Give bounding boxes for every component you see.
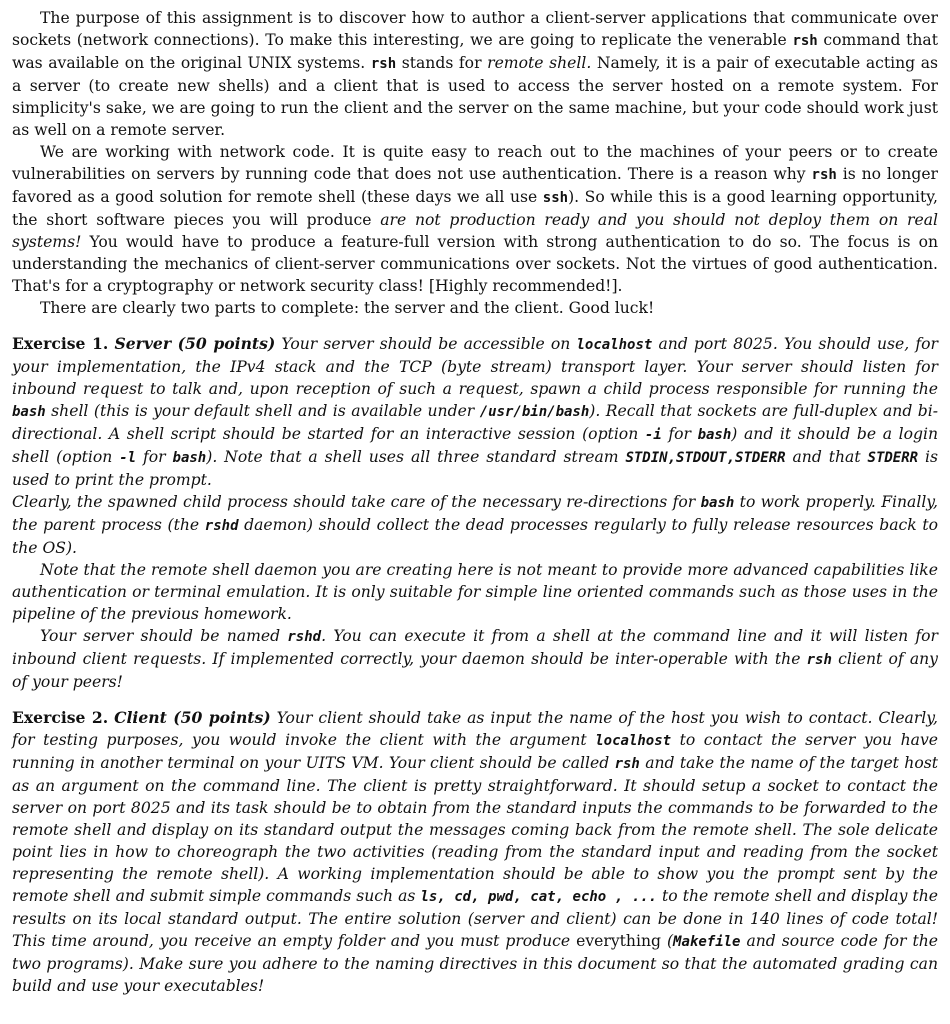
exercise-2-paragraph-1 — [12, 707, 938, 997]
text: Your client should take as input the name of the host you wish to contact. Clearly, for testing purposes, you would invoke the client with the argument — [12, 709, 938, 749]
code-bash: bash — [12, 404, 46, 420]
text: . You can execute it from a shell at the command line and it will listen for inbound client requests. If implemented correctly, your daemon should be inter-operable with the — [12, 627, 938, 668]
exercise-1-paragraph-1 — [12, 333, 938, 491]
exercise-1-title: Server (50 points) — [114, 334, 276, 353]
exercise-1-label: Exercise 1. — [12, 334, 109, 353]
code-makefile: Makefile — [673, 934, 741, 950]
code-rsh: rsh — [370, 56, 397, 72]
text: and take the name of the target host as an argument on the command line. The client is pretty straightforward. It should setup a socket to contact the server on port 8025 and its task should be to obtain from the standard inputs the commands to be forwarded to the remote shell and display on its standard output the messages coming back from the remote shell. The sole delicate point lies in how to choreograph the two activities (reading from the standard input and reading from the socket representing the remote shell). A working implementation should be able to show you the prompt sent by the remote shell and submit simple commands such as — [12, 754, 938, 905]
exercise-2-label: Exercise 2. — [12, 708, 109, 727]
code-ssh: ssh — [542, 190, 569, 206]
text: to work properly. Finally, the parent process (the — [12, 493, 939, 534]
exercise-1-paragraph-3: Note that the remote shell daemon you are creating here is not meant to provide more advanced capabilities like authentication or terminal emulation. It is only suitable for simple line oriented commands such as those uses in the pipeline of the previous homework. — [12, 561, 938, 623]
exercise-1-paragraph-2 — [12, 491, 938, 559]
code-bash: bash — [700, 495, 735, 511]
code-localhost: localhost — [576, 337, 653, 353]
code-command-list: ls, cd, pwd, cat, echo , ... — [420, 889, 657, 905]
text: Your server should be accessible on — [275, 335, 577, 353]
code-rshd: rshd — [204, 518, 239, 534]
text-upright: everything — [576, 932, 661, 950]
text: stands for — [396, 54, 488, 72]
text: and port 8025. You should use, for your implementation, the IPv4 stack and the TCP (byte stream) transport layer. Your server should listen for inbound request to talk and, upon reception of such a request, spawn a child process responsible for running the — [12, 335, 938, 398]
text: for — [661, 425, 698, 443]
code-rsh: rsh — [792, 33, 818, 49]
spacer — [12, 693, 938, 707]
intro-paragraph-2 — [12, 141, 938, 297]
text: ( — [660, 932, 674, 950]
text: ) and it should be a login shell (option — [12, 425, 938, 466]
text: command that was available on the original UNIX systems. — [12, 31, 938, 72]
code-rsh: rsh — [614, 756, 640, 772]
code-stderr: STDERR — [867, 450, 919, 466]
text: Namely, it is a pair of executable acting as a server (to create new shells) and a client that is used to access the server hosted on a remote system. For simplicity's sake, we are going to run the client and the server on the same machine, but your code should work just as well on a remote server. — [12, 54, 939, 139]
code-rsh: rsh — [806, 652, 832, 668]
text: ). Recall that sockets are full-duplex and bi-directional. A shell script should be started for an interactive session (option — [12, 402, 938, 443]
exercise-2-title: Client (50 points) — [114, 708, 271, 727]
intro-paragraph-3: There are clearly two parts to complete: the server and the client. Good luck! — [40, 299, 655, 317]
emphasis: remote shell. — [487, 54, 592, 72]
text: We are working with network code. It is quite easy to reach out to the machines of your peers or to create vulnerabilities on servers by running code that does not use authentication. There is a reason why — [12, 143, 938, 183]
text: You would have to produce a feature-full version with strong authentication to do so. The focus is on understanding the mechanics of client-server communications over sockets. Not the virtues of good authentication. That's for a cryptography or network security class! [Highly recommended!]. — [12, 233, 938, 295]
code-bash: bash — [172, 450, 207, 466]
spacer — [12, 319, 938, 333]
intro-paragraph-1 — [12, 7, 938, 141]
text: daemon) should collect the dead processes regularly to fully release resources back to the OS). — [12, 516, 938, 557]
code-bash-path: /usr/bin/bash — [479, 404, 590, 420]
text: ). Note that a shell uses all three standard stream — [206, 448, 626, 466]
code-option-l: -l — [119, 450, 137, 466]
code-rsh: rsh — [811, 167, 837, 183]
code-localhost: localhost — [595, 733, 672, 749]
code-std-streams: STDIN,STDOUT,STDERR — [625, 450, 786, 466]
text: is no longer favored as a good solution for remote shell (these days we all use — [12, 165, 939, 206]
text: shell (this is your default shell and is available under — [45, 402, 480, 420]
text: client of any of your peers! — [12, 650, 938, 691]
text: is used to print the prompt. — [12, 448, 938, 489]
text: to contact the server you have running in another terminal on your UITS VM. Your client should be called — [12, 731, 938, 772]
text: for — [136, 448, 173, 466]
text: Your server should be named — [40, 627, 288, 645]
exercise-1-paragraph-4 — [12, 625, 938, 693]
emphasis-warning: are not production ready and you should not deploy them on real systems! — [12, 211, 938, 251]
text: The purpose of this assignment is to discover how to author a client-server applications that communicate over sockets (network connections). To make this interesting, we are going to replicate the venerable — [12, 9, 938, 49]
text: to the remote shell and display the results on its local standard output. The entire solution (server and client) can be done in 140 lines of code total! This time around, you receive an empty folder and you must produce — [12, 887, 938, 950]
text: Clearly, the spawned child process should take care of the necessary re-directions for — [12, 493, 701, 511]
text: and that — [785, 448, 868, 466]
text: ). So while this is a good learning opportunity, the short software pieces you will produce — [12, 188, 938, 229]
code-option-i: -i — [644, 427, 662, 443]
code-rshd: rshd — [287, 629, 322, 645]
code-bash: bash — [697, 427, 732, 443]
text: and source code for the two programs). Make sure you adhere to the naming directives in this document so that the automated grading can build and use your executables! — [12, 932, 938, 995]
